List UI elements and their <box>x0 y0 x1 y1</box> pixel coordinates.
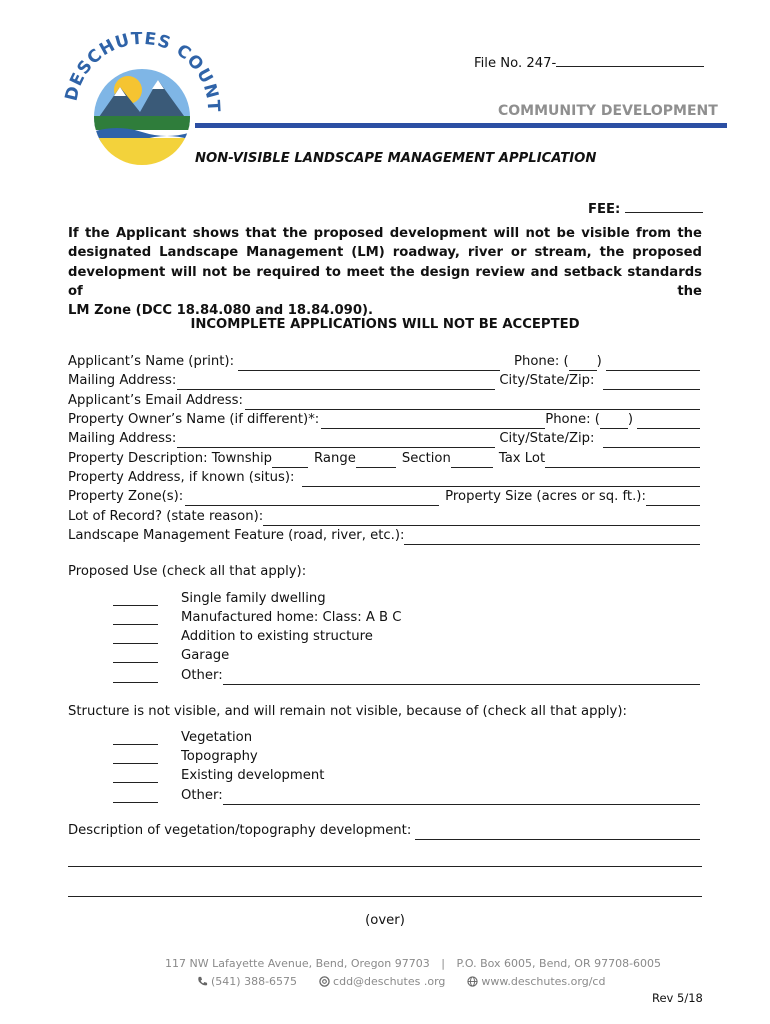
description-line[interactable] <box>68 866 702 867</box>
section-label: Section <box>401 451 451 466</box>
property-size-label: Property Size (acres or sq. ft.): <box>445 489 646 504</box>
checkbox-line[interactable] <box>113 731 158 745</box>
mailing-input[interactable] <box>177 376 495 390</box>
header-rule <box>195 123 727 128</box>
footer-email[interactable]: cdd@deschutes .org <box>333 975 446 988</box>
option-other: Other: <box>181 788 223 803</box>
footer-separator: | <box>441 957 445 970</box>
department-name: COMMUNITY DEVELOPMENT <box>498 103 718 119</box>
description-label: Description of vegetation/topography development: <box>68 823 412 838</box>
other-use-input[interactable] <box>223 671 700 685</box>
owner-mailing-input[interactable] <box>177 434 495 448</box>
description-row <box>68 821 702 840</box>
email-row <box>68 391 702 410</box>
checkbox-line[interactable] <box>113 669 158 683</box>
footer-website[interactable]: www.deschutes.org/cd <box>481 975 606 988</box>
owner-city-label: City/State/Zip: <box>499 431 595 446</box>
email-icon <box>319 976 330 987</box>
page-title: NON-VISIBLE LANDSCAPE MANAGEMENT APPLICATION <box>195 151 597 166</box>
checkbox-line[interactable] <box>113 592 158 606</box>
email-label: Applicant’s Email Address: <box>68 393 243 408</box>
city-label: City/State/Zip: <box>499 373 595 388</box>
intro-line: designated Landscape Management (LM) roadway, river or stream, the proposed <box>68 245 702 261</box>
phone-icon <box>197 976 208 987</box>
township-input[interactable] <box>272 454 308 468</box>
property-address-label: Property Address, if known (situs): <box>68 470 295 485</box>
file-number-line[interactable] <box>556 53 704 67</box>
property-description-row <box>68 449 702 468</box>
lot-record-input[interactable] <box>263 512 700 526</box>
applicant-name-row: Applicant’s Name (print): Phone: ( ) <box>68 352 702 371</box>
fee-line[interactable] <box>625 199 703 213</box>
range-input[interactable] <box>356 454 396 468</box>
mailing-row <box>68 371 702 390</box>
lm-feature-input[interactable] <box>404 531 700 545</box>
description-input[interactable] <box>415 826 700 840</box>
owner-phone-input[interactable] <box>637 415 700 429</box>
checkbox-line[interactable] <box>113 769 158 783</box>
owner-name-input[interactable] <box>321 415 545 429</box>
footer-address <box>165 957 661 970</box>
option-topography: Topography <box>181 749 258 764</box>
footer-po-box: P.O. Box 6005, Bend, OR 97708-6005 <box>456 957 662 970</box>
applicant-name-input[interactable] <box>238 357 500 371</box>
lm-feature-row <box>68 526 702 545</box>
intro-paragraph <box>68 224 702 320</box>
property-zone-input[interactable] <box>185 492 439 506</box>
fee-field <box>588 199 703 219</box>
option-addition: Addition to existing structure <box>181 629 373 644</box>
other-reason-input[interactable] <box>223 791 700 805</box>
phone-label: Phone: ( <box>514 354 569 369</box>
file-number <box>474 53 704 73</box>
owner-mailing-label: Mailing Address: <box>68 431 177 446</box>
property-address-input[interactable] <box>302 473 700 487</box>
checkbox-line[interactable] <box>113 789 158 803</box>
owner-phone-label: Phone: ( <box>545 412 600 427</box>
checkbox-line[interactable] <box>113 750 158 764</box>
county-logo <box>62 32 222 167</box>
email-input[interactable] <box>245 396 700 410</box>
property-address-row <box>68 468 702 487</box>
mailing-label: Mailing Address: <box>68 373 177 388</box>
owner-city-input[interactable] <box>603 434 701 448</box>
lot-record-label: Lot of Record? (state reason): <box>68 509 264 524</box>
footer-contacts <box>197 975 605 988</box>
option-other-row <box>181 666 702 685</box>
section-input[interactable] <box>451 454 493 468</box>
owner-phone-area-input[interactable] <box>600 415 628 429</box>
checkbox-line[interactable] <box>113 611 158 625</box>
phone-area-input[interactable] <box>569 357 597 371</box>
proposed-use-heading: Proposed Use (check all that apply): <box>68 564 307 579</box>
tax-lot-input[interactable] <box>545 454 700 468</box>
description-line[interactable] <box>68 896 702 897</box>
checkbox-line[interactable] <box>113 649 158 663</box>
option-other: Other: <box>181 668 223 683</box>
range-label: Range <box>314 451 356 466</box>
city-input[interactable] <box>603 376 701 390</box>
lot-record-row <box>68 507 702 526</box>
fee-label: FEE: <box>588 202 621 217</box>
footer-phone[interactable]: (541) 388-6575 <box>211 975 298 988</box>
not-visible-other-row <box>181 786 702 805</box>
intro-line: LM Zone (DCC 18.84.080 and 18.84.090). <box>68 303 374 319</box>
option-existing-development: Existing development <box>181 768 325 783</box>
owner-mailing-row <box>68 429 702 448</box>
not-visible-heading: Structure is not visible, and will remain not visible, because of (check all that apply): <box>68 704 627 719</box>
property-zone-label: Property Zone(s): <box>68 489 184 504</box>
intro-line: If the Applicant shows that the proposed development will not be visible from the <box>68 226 702 241</box>
logo-text: DESCHUTES COUNT <box>62 32 222 114</box>
checkbox-line[interactable] <box>113 630 158 644</box>
phone-input[interactable] <box>606 357 700 371</box>
revision-label: Rev 5/18 <box>652 991 703 1005</box>
option-single-family: Single family dwelling <box>181 591 326 606</box>
option-manufactured-home: Manufactured home: Class: A B C <box>181 610 402 625</box>
owner-name-label: Property Owner’s Name (if different)*: <box>68 412 320 427</box>
over-note: (over) <box>365 913 405 928</box>
globe-icon <box>467 976 478 987</box>
lm-feature-label: Landscape Management Feature (road, river, etc.): <box>68 528 405 543</box>
footer-street: 117 NW Lafayette Avenue, Bend, Oregon 97703 <box>165 957 430 970</box>
file-number-label: File No. 247- <box>474 56 557 71</box>
option-garage: Garage <box>181 648 230 663</box>
applicant-name-label: Applicant’s Name (print): <box>68 354 235 369</box>
option-vegetation: Vegetation <box>181 730 253 745</box>
tax-lot-label: Tax Lot <box>498 451 546 466</box>
intro-line: development will not be required to meet the design review and setback standards of the <box>68 264 702 299</box>
incomplete-warning: INCOMPLETE APPLICATIONS WILL NOT BE ACCEPTED <box>190 317 580 332</box>
property-zone-row <box>68 487 702 506</box>
owner-row: Property Owner’s Name (if different)*: Phone: ( ) <box>68 410 702 429</box>
township-label: Property Description: Township <box>68 451 273 466</box>
property-size-input[interactable] <box>646 492 700 506</box>
